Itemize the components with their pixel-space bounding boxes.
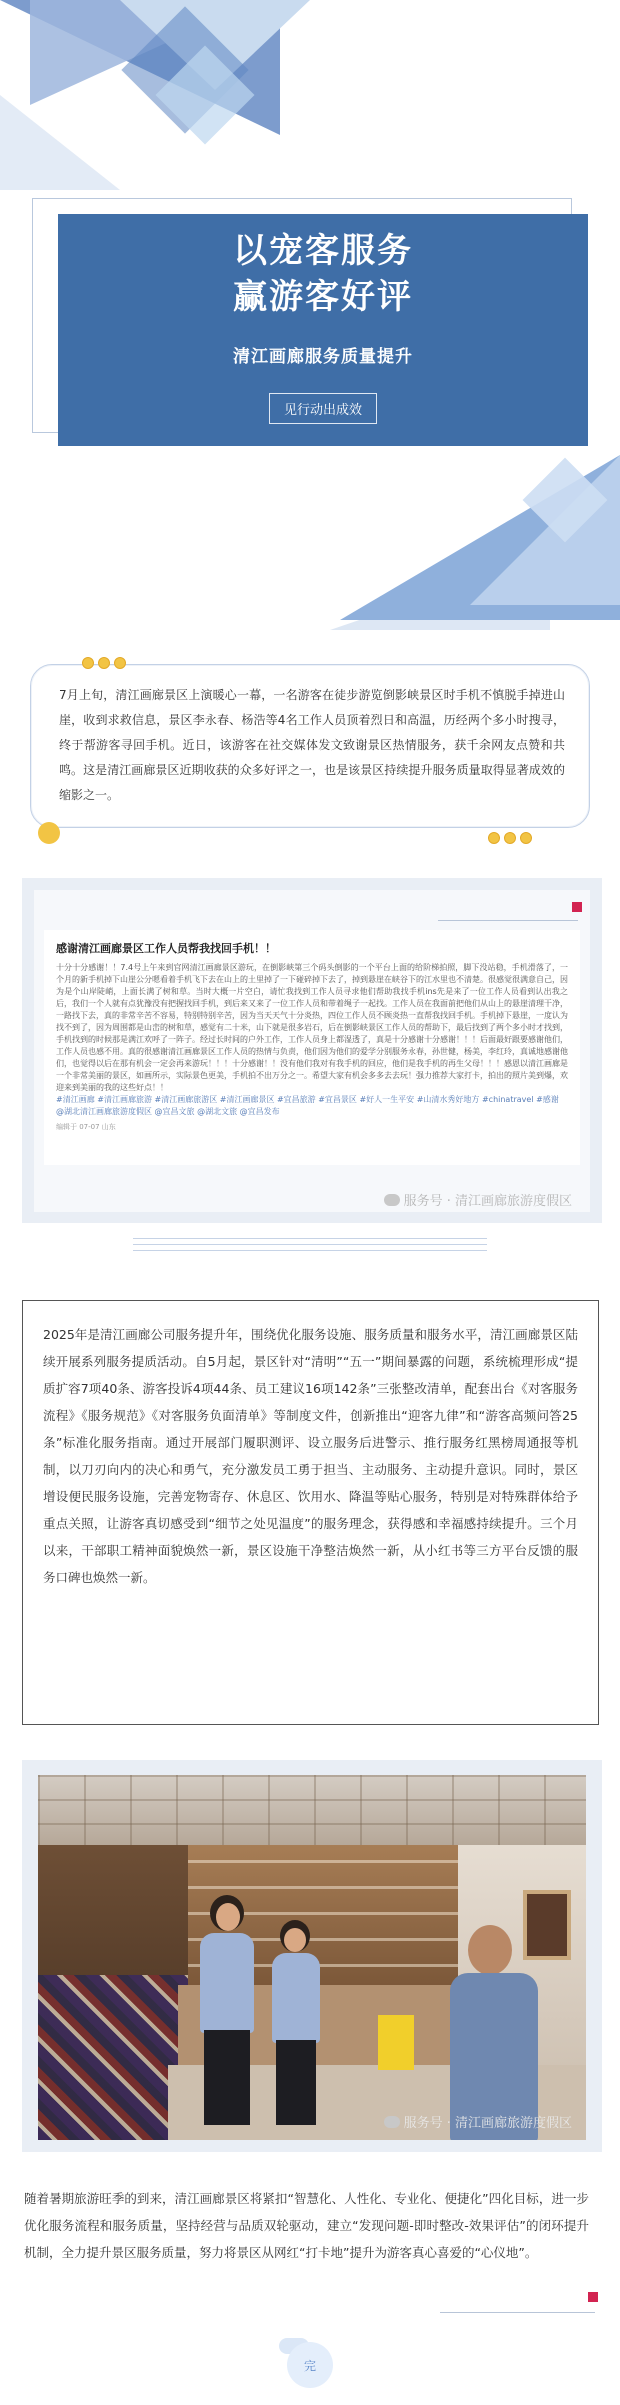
hero-banner [0,0,620,630]
closing-section [24,2185,589,2266]
social-post-screenshot [22,878,602,1223]
post-title: 感谢清江画廊景区工作人员帮我找回手机！！ [56,942,276,955]
watermark [384,1190,572,1209]
wechat-icon [384,2116,400,2128]
watermark-text: 服务号 · 清江画廊旅游度假区 [403,2116,572,2131]
post-meta: 编辑于 07-07 山东 [56,1123,116,1131]
intro-box [30,664,590,828]
decor-dots [488,832,532,844]
service-photo [38,1775,586,2140]
watermark [384,2112,572,2131]
hero-title [233,228,413,320]
main-text: 2025年是清江画廊公司服务提升年，围绕优化服务设施、服务质量和服务水平，清江画廊景区陆续开展系列服务提质活动。自5月起，景区针对“清明”“五一”期间暴露的问题，系统梳理形成“提质扩容7项40条、游客投诉4项44条、员工建议16项142条”三张整改清单，配套出台《对客服务流程》《服务规范》《对客服务负面清单》等制度文件，创新推出“迎客九律”和“游客高频问答25条”标准化服务指南。通过开展部门履职测评、设立服务后进警示、推行服务红黑榜周通报等机制，以刀刃向内的决心和勇气，充分激发员工勇于担当、主动服务、主动提升意识。同时，景区增设便民服务设施，完善宠物寄存、休息区、饮用水、降温等贴心服务，特别是对特殊群体给予重点关照，让游客真切感受到“细节之处见温度”的服务理念，获得感和幸福感持续提升。三个月以来，干部职工精神面貌焕然一新，景区设施干净整洁焕然一新，从小红书等三方平台反馈的服务口碑也焕然一新。 [43,1327,578,1585]
decor-dots [82,657,126,669]
photo-section [22,1760,602,2152]
intro-text: 7月上旬，清江画廊景区上演暖心一幕，一名游客在徒步游览倒影峡景区时手机不慎脱手掉进山崖，收到求救信息，景区李永春、杨浩等4名工作人员顶着烈日和高温，历经两个多小时搜寻，终于帮游客寻回手机。近日，该游客在社交媒体发文致谢景区热情服务，获千余网友点赞和共鸣。这是清江画廊景区近期收获的众多好评之一，也是该景区持续提升服务质量取得显著成效的缩影之一。 [59,688,565,802]
decor-rule [440,2312,595,2313]
decor-rule [438,920,578,921]
post-tags[interactable]: #清江画廊 #清江画廊旅游 #清江画廊旅游区 #清江画廊景区 #宜昌旅游 #宜昌景区 #好人一生平安 #山清水秀好地方 #chinatravel #感谢 @湖北清江画廊旅游度假区 @宜昌文旅 @湖北文旅 @宜昌发布 [56,1095,559,1116]
social-post-card [44,930,580,1165]
hero-title-line2: 赢游客好评 [233,277,413,317]
post-body: 十分十分感谢！！7.4号上午来到官网清江画廊景区游玩，在倒影峡第三个码头倒影的一个平台上面的给阶梯拍照，脚下没站稳，手机滑落了，一个月的新手机掉下山崖公分嗯看着手机飞下去在山上的土里掉了一下碰碎掉下去了，掉到悬崖在峡谷下的江水里也不清楚。很感觉很满意自己，因为是个山岸陡峭，上面长满了树和草。当时大概一片空白，请忙我找到工作人员寻求他们帮助我找手机ins先是来了一位工作人员看到认出我之后，我们一个人就有点犹豫没有把握找回手机，到后来又来了一位工作人员和带着绳子一起找。工作人员在我面前把他们从山上的悬崖清理干净，一路找下去，真的非常辛苦不容易，特别特别辛苦，因为当天天气十分炎热，四位工作人员不顾炎热一直帮我找回手机。手机掉下悬崖，一度认为找不到了，因为周围都是山峦的树和草，感觉有二十米，山下就是很多岩石，后在倒影峡景区工作人员的帮助下，最后找到了两个多小时才找到，手机找到的时候那是满江欢呼了一阵子。经过长时间的户外工作，工作人员身上都湿透了，真是十分感谢十分感谢！！！后面最好跟要感谢他们，工作人员也感不用。真的很感谢清江画廊景区工作人员的热情与负责，他们因为他们的爱学分别服务永春，孙世健，杨美，李红玲，真诚地感谢他们，也觉得以后在那有机会一定会再来游玩！！！十分感谢！！没有他们我对有我手机的回应，他们是我手机的再生父母！！！感恩以清江画廊是一个非常美丽的景区，如画所示，实际景色更美，手机拍不出万分之一。希望大家有机会多多去去玩！强力推荐大家打卡，拍出的照片美到爆，欢迎来到美丽的我的这些好点！！ [56,963,568,1092]
wechat-icon [384,1194,400,1206]
hero-subtitle: 清江画廊服务质量提升 [233,347,413,367]
end-badge [287,2342,333,2388]
hero-title-line1: 以宠客服务 [233,231,413,271]
hero-card [58,214,588,446]
decor-red-square [588,2292,598,2302]
closing-text: 随着暑期旅游旺季的到来，清江画廊景区将紧扣“智慧化、人性化、专业化、便捷化”四化目标，进一步优化服务流程和服务质量，坚持经营与品质双轮驱动，建立“发现问题-即时整改-效果评估”的闭环提升机制，全力提升景区服务质量，努力将景区从网红“打卡地”提升为游客真心喜爱的“心仪地”。 [24,2191,589,2260]
action-button[interactable]: 见行动出成效 [269,393,377,424]
main-text-box [22,1300,599,1725]
decor-circle [38,822,60,844]
intro-section [25,650,595,845]
social-post-frame [34,890,590,1212]
watermark-text: 服务号 · 清江画廊旅游度假区 [403,1194,572,1209]
section-divider [133,1238,487,1256]
end-label: 完 [303,2358,316,2373]
decor-red-square [572,902,582,912]
